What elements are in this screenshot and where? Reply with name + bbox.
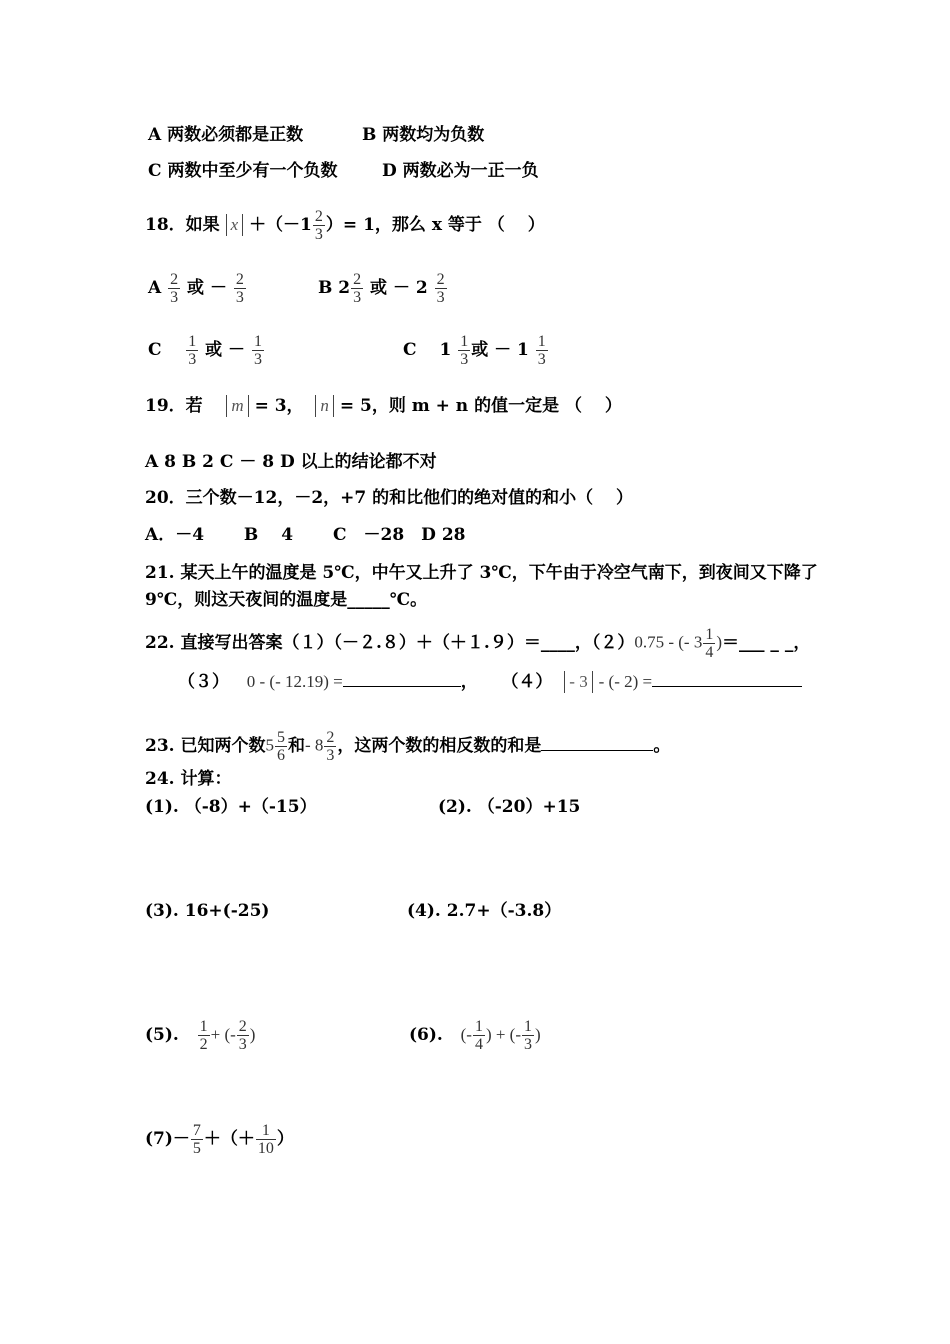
q18-option-c2: C 1 $\frac{1}{3}$ 或 － 1 $\frac{1}{3}$ xyxy=(403,333,546,368)
q19-question: 19．若 m = 3， n = 5，则 m + n 的值一定是 （ ） xyxy=(145,396,622,416)
abs-m: m xyxy=(226,395,248,417)
q17-option-c: C 两数中至少有一个负数 xyxy=(148,161,338,181)
q20-question: 20．三个数－12，－2，+7 的和比他们的绝对值的和小（ ） xyxy=(145,488,634,508)
q17-option-a: A 两数必须都是正数 xyxy=(148,125,304,145)
q18-option-a: A $\frac{2}{3}$ 或 － $\frac{2}{3}$ xyxy=(148,271,244,306)
q24-part5: (5). $\frac{1}{2}$ + (- $\frac{2}{3}$ ) xyxy=(145,1018,256,1053)
q24-part2: (2). （-20）+15 xyxy=(438,797,581,817)
q21-line1: 21. 某天上午的温度是 5℃，中午又上升了 3℃，下午由于冷空气南下，到夜间又下降了 xyxy=(145,563,818,583)
q18-option-c1: C $\frac{1}{3}$ 或 － $\frac{1}{3}$ xyxy=(148,333,262,368)
q24-title: 24. 计算： xyxy=(145,769,232,789)
q23-question: 23. 已知两个数5 $\frac{5}{6}$ 和- 8 $\frac{2}{3}$ ，这两个数的相反数的和是 。 xyxy=(145,729,671,764)
q18-question xyxy=(145,208,545,243)
q24-part4: (4). 2.7+（-3.8） xyxy=(407,901,562,921)
q19-options: A 8 B 2 C － 8 D 以上的结论都不对 xyxy=(145,452,437,472)
q21-line2: 9℃，则这天夜间的温度是_____℃。 xyxy=(145,590,428,610)
q17-option-d: D 两数必为一正一负 xyxy=(382,161,539,181)
q24-part1: (1). （-8）+（-15） xyxy=(145,797,317,817)
abs-x: x xyxy=(226,214,244,236)
q20-options: A．－4 B 4 C －28 D 28 xyxy=(145,525,466,545)
q24-part6: (6). (- $\frac{1}{4}$ ) + (- $\frac{1}{3}$ ) xyxy=(409,1018,541,1053)
abs-neg3: - 3 xyxy=(564,671,592,693)
q24-part3: (3). 16+(-25) xyxy=(145,901,270,921)
q24-part7: (7)－ $\frac{7}{5}$ ＋（＋ $\frac{1}{10}$ ） xyxy=(145,1122,294,1157)
q18-fraction: $\frac{2}{3}$ xyxy=(314,208,323,243)
q17-option-b: B 两数均为负数 xyxy=(362,125,485,145)
q18-mid: ＋（－1 xyxy=(249,215,312,235)
abs-n: n xyxy=(315,395,334,417)
q18-option-b: B 2 $\frac{2}{3}$ 或 － 2 $\frac{2}{3}$ xyxy=(318,271,445,306)
q22-line2: （３） 0 - (- 12.19) = ， （４） - 3 - (- 2) = xyxy=(178,671,802,693)
q22-line1: 22. 直接写出答案（１）（－２.８）＋（＋１.９）＝____，（２）0.75 - (- 3 $\frac{1}{4}$ )＝___ _ _， xyxy=(145,626,811,661)
q18-prefix: 18．如果 xyxy=(145,215,220,235)
q18-suffix: ）= 1，那么 x 等于 （ ） xyxy=(325,215,545,235)
